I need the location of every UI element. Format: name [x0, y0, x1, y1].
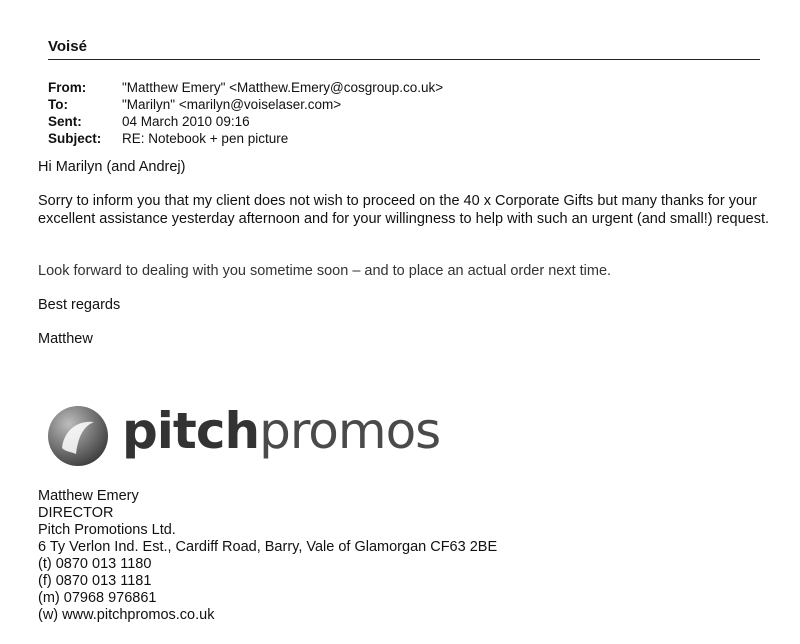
- body-paragraph-2: Look forward to dealing with you sometime soon – and to place an actual order next time.: [38, 263, 612, 279]
- sent-label: Sent:: [48, 114, 82, 129]
- body-paragraph-1: Sorry to inform you that my client does not wish to proceed on the 40 x Corporate Gifts but many thanks for your excellent assistance yesterday afternoon and for your willingness to help with such an urgent (and small!) request.: [38, 193, 770, 227]
- logo-wordmark: pitchpromos: [122, 402, 441, 460]
- from-row: [48, 79, 443, 96]
- signature-tel: (t) 0870 013 1180: [38, 556, 152, 572]
- subject-row: [48, 130, 443, 147]
- signature-address: 6 Ty Verlon Ind. Est., Cardiff Road, Barry, Vale of Glamorgan CF63 2BE: [38, 539, 498, 555]
- signature-company: Pitch Promotions Ltd.: [38, 522, 176, 538]
- signature-fax: (f) 0870 013 1181: [38, 573, 152, 589]
- signature-name: Matthew Emery: [38, 488, 139, 504]
- signature-block: [38, 488, 497, 624]
- sent-row: [48, 113, 443, 130]
- sender-first-name: Matthew: [38, 331, 93, 347]
- from-value: "Matthew Emery" <Matthew.Emery@cosgroup.co.uk>: [122, 80, 444, 95]
- swirl-logo-icon: [38, 400, 118, 470]
- signature-web: (w) www.pitchpromos.co.uk: [38, 607, 215, 623]
- email-header: [48, 79, 443, 147]
- header-divider: [48, 59, 760, 60]
- to-row: [48, 96, 443, 113]
- subject-label: Subject:: [48, 131, 102, 146]
- signature-title: DIRECTOR: [38, 505, 114, 521]
- closing: Best regards: [38, 297, 121, 313]
- greeting: Hi Marilyn (and Andrej): [38, 159, 186, 175]
- to-label: To:: [48, 97, 68, 112]
- pitchpromos-logo: [38, 400, 441, 470]
- subject-value: RE: Notebook + pen picture: [122, 131, 289, 146]
- signature-mobile: (m) 07968 976861: [38, 590, 157, 606]
- sent-value: 04 March 2010 09:16: [122, 114, 250, 129]
- from-label: From:: [48, 80, 87, 95]
- company-name: Voisé: [48, 38, 87, 55]
- to-value: "Marilyn" <marilyn@voiselaser.com>: [122, 97, 342, 112]
